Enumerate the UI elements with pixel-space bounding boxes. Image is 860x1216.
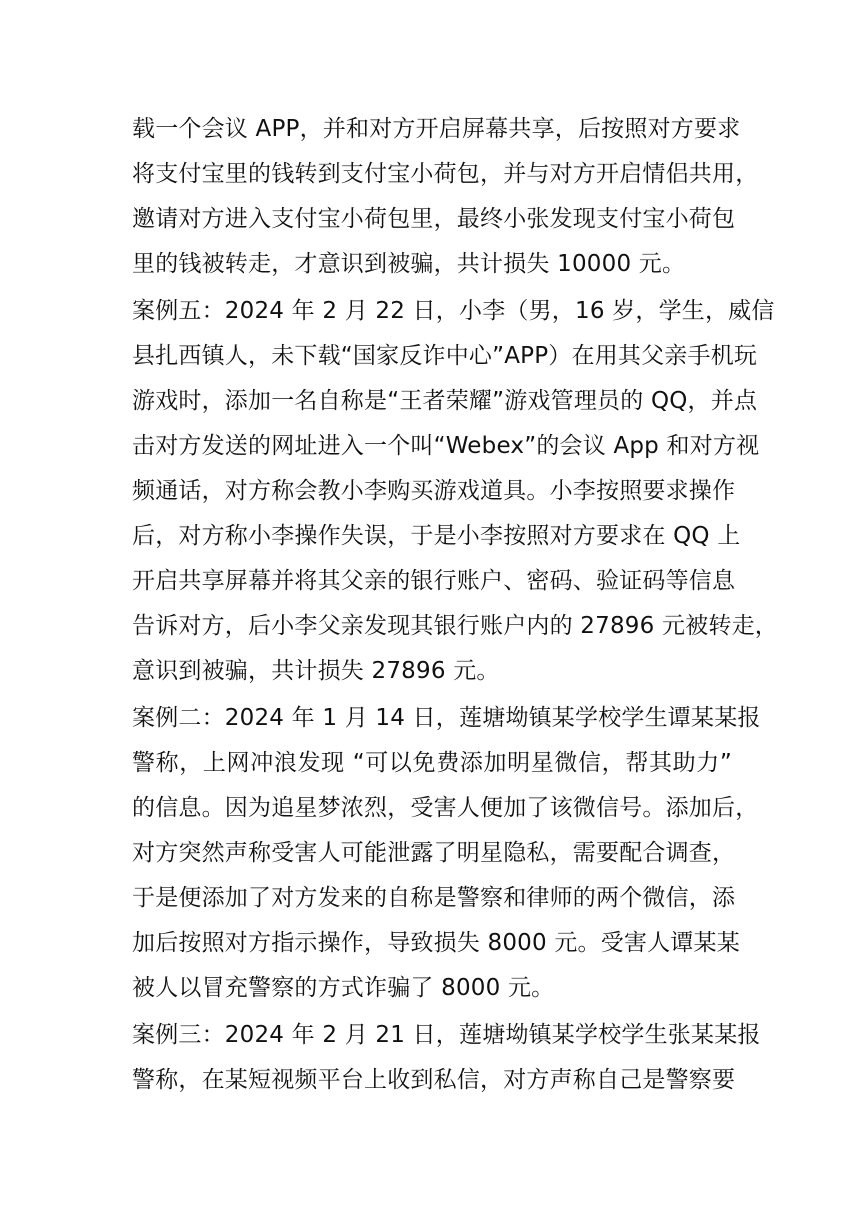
text-line: 里的钱被转走，才意识到被骗，共计损失 10000 元。 [132,251,686,277]
text-line: 警称，上网冲浪发现 “可以免费添加明星微信，帮其助力” [132,750,732,776]
text-line: 加后按照对方指示操作，导致损失 8000 元。受害人谭某某 [132,930,740,956]
text-line: 频通话，对方称会教小李购买游戏道具。小李按照要求操作 [132,478,736,504]
text-line: 后，对方称小李操作失误，于是小李按照对方要求在 QQ 上 [132,523,741,549]
case-heading-line: 案例二：2024 年 1 月 14 日，莲塘坳镇某学校学生谭某某报 [132,705,761,731]
text-line: 对方突然声称受害人可能泄露了明星隐私，需要配合调查， [132,840,736,866]
text-line: 的信息。因为追星梦浓烈，受害人便加了该微信号。添加后， [132,795,759,821]
case-heading-line: 案例五：2024 年 2 月 22 日，小李（男，16 岁，学生，威信 [132,298,775,324]
text-line: 被人以冒充警察的方式诈骗了 8000 元。 [132,975,555,1001]
text-line: 邀请对方进入支付宝小荷包里，最终小张发现支付宝小荷包 [132,206,736,232]
text-line: 游戏时，添加一名自称是“王者荣耀”游戏管理员的 QQ，并点 [132,388,758,414]
text-line: 载一个会议 APP，并和对方开启屏幕共享，后按照对方要求 [132,116,741,142]
text-line: 将支付宝里的钱转到支付宝小荷包，并与对方开启情侣共用， [132,161,759,187]
text-line: 警称，在某短视频平台上收到私信，对方声称自己是警察要 [132,1067,736,1093]
text-line: 县扎西镇人，未下载“国家反诈中心”APP）在用其父亲手机玩 [132,343,758,369]
text-line: 开启共享屏幕并将其父亲的银行账户、密码、验证码等信息 [132,568,736,594]
text-line: 于是便添加了对方发来的自称是警察和律师的两个微信，添 [132,885,736,911]
text-line: 击对方发送的网址进入一个叫“Webex”的会议 App 和对方视 [132,433,760,459]
text-line: 告诉对方，后小李父亲发现其银行账户内的 27896 元被转走， [132,613,778,639]
case-heading-line: 案例三：2024 年 2 月 21 日，莲塘坳镇某学校学生张某某报 [132,1022,761,1048]
text-line: 意识到被骗，共计损失 27896 元。 [132,658,500,684]
